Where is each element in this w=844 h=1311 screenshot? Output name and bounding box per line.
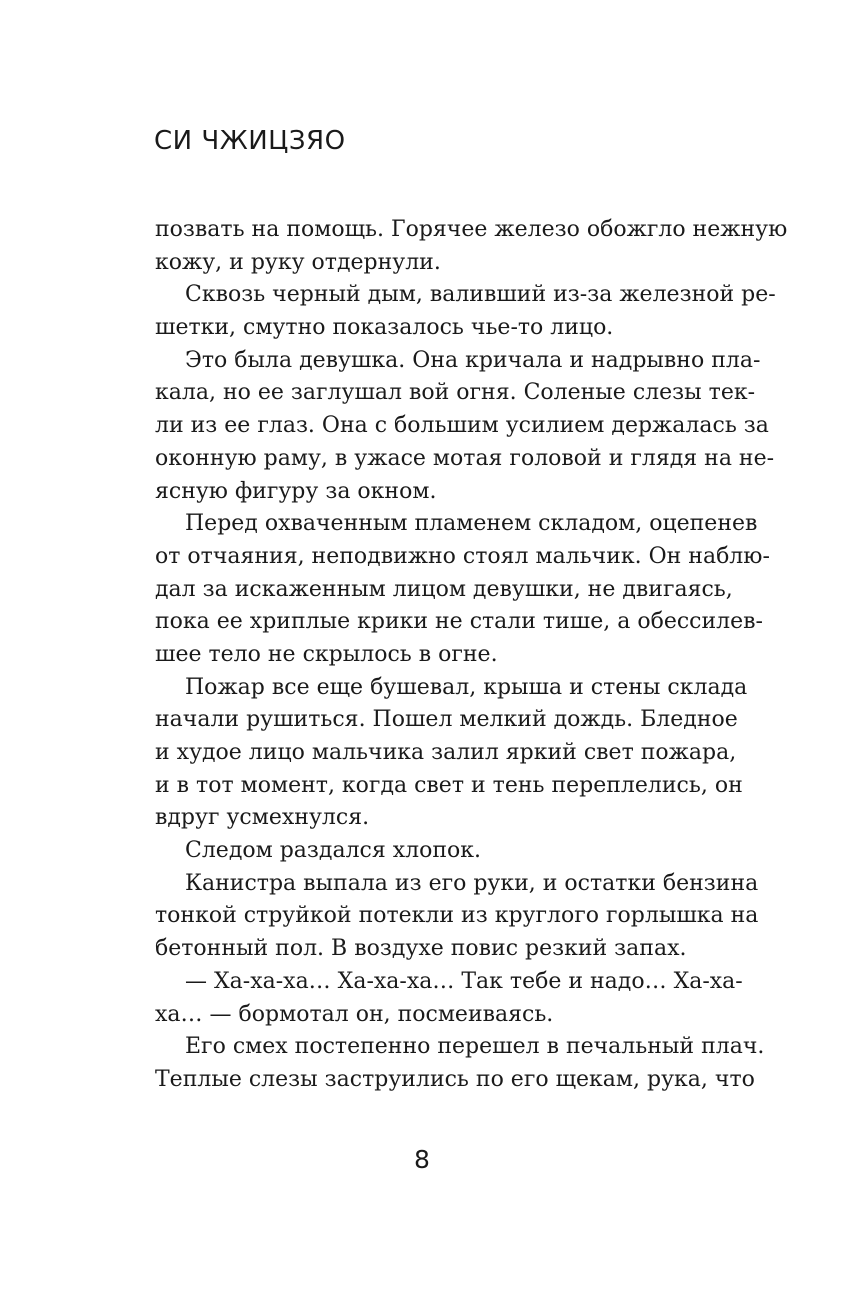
text-line: кала, но ее заглушал вой огня. Соленые слезы тек-: [155, 380, 756, 406]
text-line: позвать на помощь. Горячее железо обожгло нежную: [155, 217, 788, 242]
text-line: пока ее хриплые крики не стали тише, а обессилев-: [155, 609, 763, 635]
text-line: — Ха-ха-ха… Ха-ха-ха… Так тебе и надо… Ха-ха-: [185, 968, 743, 994]
text-line: бетонный пол. В воздухе повис резкий запах.: [155, 936, 687, 962]
text-line: шее тело не скрылось в огне.: [155, 641, 498, 667]
text-line: Перед охваченным пламенем складом, оцепенев: [185, 511, 758, 537]
page-number: 8: [414, 1145, 430, 1174]
text-line: вдруг усмехнулся.: [155, 805, 370, 831]
text-line: и в тот момент, когда свет и тень переплелись, он: [155, 772, 743, 798]
text-line: ли из ее глаз. Она с большим усилием держалась за: [155, 413, 769, 439]
running-head-author: СИ ЧЖИЦЗЯО: [154, 126, 346, 156]
text-line: ясную фигуру за окном.: [155, 478, 437, 504]
text-line: кожу, и руку отдернули.: [155, 249, 441, 275]
text-line: Теплые слезы заструились по его щекам, рука, что: [155, 1066, 755, 1092]
text-line: оконную раму, в ужасе мотая головой и глядя на не-: [155, 445, 775, 471]
text-line: Сквозь черный дым, валивший из-за железной ре-: [185, 282, 776, 308]
text-line: Канистра выпала из его руки, и остатки бензина: [185, 870, 759, 896]
text-line: тонкой струйкой потекли из круглого горлышка на: [155, 903, 759, 929]
text-line: от отчаяния, неподвижно стоял мальчик. Он наблю-: [155, 543, 770, 569]
text-line: начали рушиться. Пошел мелкий дождь. Бледное: [155, 707, 738, 733]
text-line: ха… — бормотал он, посмеиваясь.: [155, 1001, 554, 1027]
text-line: Это была девушка. Она кричала и надрывно пла-: [185, 347, 761, 373]
text-line: Следом раздался хлопок.: [185, 838, 482, 864]
text-line: шетки, смутно показалось чье-то лицо.: [155, 315, 614, 341]
body-text: [155, 214, 788, 1097]
text-line: Его смех постепенно перешел в печальный плач.: [185, 1034, 765, 1060]
text-line: Пожар все еще бушевал, крыша и стены склада: [185, 674, 748, 700]
text-line: дал за искаженным лицом девушки, не двигаясь,: [155, 576, 733, 602]
text-line: и худое лицо мальчика залил яркий свет пожара,: [155, 740, 737, 765]
